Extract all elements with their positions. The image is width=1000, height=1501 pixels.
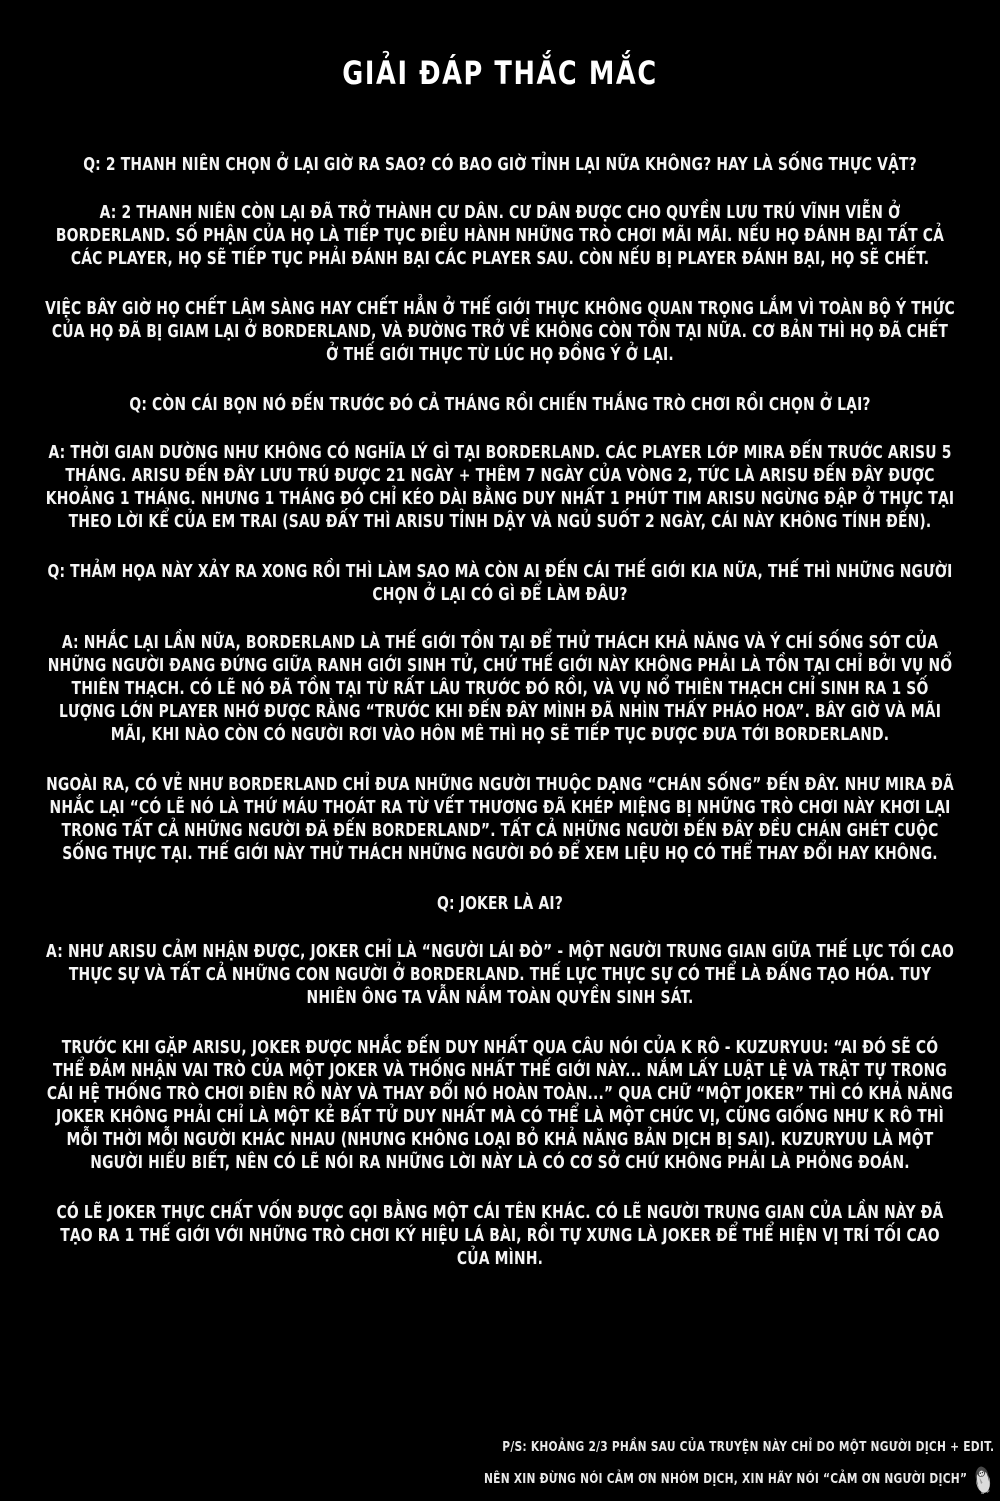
question-text: Q: CÒN CÁI BỌN NÓ ĐẾN TRƯỚC ĐÓ CẢ THÁNG RỒI CHIẾN THẮNG TRÒ CHƠI RỒI CHỌN Ở LẠI? (129, 395, 871, 416)
answer-paragraph: VIỆC BÂY GIỜ HỌ CHẾT LÂM SÀNG HAY CHẾT HẲN Ở THẾ GIỚI THỰC KHÔNG QUAN TRỌNG LẮM VÌ TOÀN BỘ Ý THỨC CỦA HỌ ĐÃ BỊ GIAM LẠI Ở BORDERLAND, VÀ ĐƯỜNG TRỞ VỀ KHÔNG CÒN TỒN TẠI NỮA. CƠ BẢN THÌ HỌ ĐÃ CHẾT Ở THẾ GIỚI THỰC TỪ LÚC HỌ ĐỒNG Ý Ở LẠI. (45, 299, 955, 366)
qa-block (44, 893, 956, 1271)
ps-line-2 (484, 1463, 994, 1495)
answer-paragraph: A: NHẮC LẠI LẦN NỮA, BORDERLAND LÀ THẾ GIỚI TỒN TẠI ĐỂ THỬ THÁCH KHẢ NĂNG VÀ Ý CHÍ SỐNG SÓT CỦA NHỮNG NGƯỜI ĐANG ĐỨNG GIỮA RANH GIỚI SINH TỬ, CHỨ THẾ GIỚI NÀY KHÔNG PHẢI LÀ TỒN TẠI CHỈ BỞI VỤ NỔ THIÊN THẠCH. CÓ LẼ NÓ ĐÃ TỒN TẠI TỪ RẤT LÂU TRƯỚC ĐÓ RỒI, VÀ VỤ NỔ THIÊN THẠCH CHỈ SINH RA 1 SỐ LƯỢNG LỚN PLAYER NHỚ ĐƯỢC RẰNG “TRƯỚC KHI ĐẾN ĐÂY MÌNH ĐÃ NHÌN THẤY PHÁO HOA”. BÂY GIỜ VÀ MÃI MÃI, KHI NÀO CÒN CÓ NGƯỜI RƠI VÀO HÔN MÊ THÌ HỌ SẼ TIẾP TỤC ĐƯỢC ĐƯA TỚI BORDERLAND. (47, 633, 953, 746)
answer-paragraph: A: 2 THANH NIÊN CÒN LẠI ĐÃ TRỞ THÀNH CƯ DÂN. CƯ DÂN ĐƯỢC CHO QUYỀN LƯU TRÚ VĨNH VIỄN Ở BORDERLAND. SỐ PHẬN CỦA HỌ LÀ TIẾP TỤC ĐIỀU HÀNH NHỮNG TRÒ CHƠI MÃI MÃI. NẾU HỌ ĐÁNH BẠI TẤT CẢ CÁC PLAYER, HỌ SẼ TIẾP TỤC PHẢI ĐÁNH BẠI CÁC PLAYER SAU. CÒN NẾU BỊ PLAYER ĐÁNH BẠI, HỌ SẼ CHẾT. (55, 203, 945, 270)
qa-block (44, 154, 956, 367)
answer-paragraph: A: THỜI GIAN DƯỜNG NHƯ KHÔNG CÓ NGHĨA LÝ GÌ TẠI BORDERLAND. CÁC PLAYER LỚP MIRA ĐẾN TRƯỚC ARISU 5 THÁNG. ARISU ĐẾN ĐÂY LƯU TRÚ ĐƯỢC 21 NGÀY + THÊM 7 NGÀY CỦA VÒNG 2, TỨC LÀ ARISU ĐẾN ĐÂY ĐƯỢC KHOẢNG 1 THÁNG. NHƯNG 1 THÁNG ĐÓ CHỈ KÉO DÀI BẰNG DUY NHẤT 1 PHÚT TIM ARISU NGỪNG ĐẬP Ở THỰC TẠI THEO LỜI KỂ CỦA EM TRAI (SAU ĐẤY THÌ ARISU TỈNH DẬY VÀ NGỦ SUỐT 2 NGÀY, CÁI NÀY KHÔNG TÍNH ĐẾN). (45, 443, 955, 533)
question-text: Q: 2 THANH NIÊN CHỌN Ở LẠI GIỜ RA SAO? CÓ BAO GIỜ TỈNH LẠI NỮA KHÔNG? HAY LÀ SỐNG THỰC VẬT? (83, 155, 917, 176)
question-text: Q: THẢM HỌA NÀY XẢY RA XONG RỒI THÌ LÀM SAO MÀ CÒN AI ĐẾN CÁI THẾ GIỚI KIA NỮA, THẾ THÌ NHỮNG NGƯỜI CHỌN Ở LẠI CÓ GÌ ĐỂ LÀM ĐÂU? (47, 562, 953, 606)
answer-paragraph: NGOÀI RA, CÓ VẺ NHƯ BORDERLAND CHỈ ĐƯA NHỮNG NGƯỜI THUỘC DẠNG “CHÁN SỐNG” ĐẾN ĐÂY. NHƯ MIRA ĐÃ NHẮC LẠI “CÓ LẼ NÓ LÀ THỨ MÁU THOÁT RA TỪ VẾT THƯƠNG ĐÃ KHÉP MIỆNG BỊ NHỮNG TRÒ CHƠI NÀY KHƠI LẠI TRONG TẤT CẢ NHỮNG NGƯỜI ĐÃ ĐẾN BORDERLAND”. TẤT CẢ NHỮNG NGƯỜI ĐẾN ĐÂY ĐỀU CHÁN GHÉT CUỘC SỐNG THỰC TẠI. THẾ GIỚI NÀY THỬ THÁCH NHỮNG NGƯỜI ĐÓ ĐỂ XEM LIỆU HỌ CÓ THỂ THAY ĐỔI HAY KHÔNG. (46, 775, 954, 865)
answer-paragraph: CÓ LẼ JOKER THỰC CHẤT VỐN ĐƯỢC GỌI BẰNG MỘT CÁI TÊN KHÁC. CÓ LẼ NGƯỜI TRUNG GIAN CỦA LẦN NÀY ĐÃ TẠO RA 1 THẾ GIỚI VỚI NHỮNG TRÒ CHƠI KÝ HIỆU LÁ BÀI, RỒI TỰ XƯNG LÀ JOKER ĐỂ THỂ HIỆN VỊ TRÍ TỐI CAO CỦA MÌNH. (56, 1203, 944, 1270)
answer-paragraph: TRƯỚC KHI GẶP ARISU, JOKER ĐƯỢC NHẮC ĐẾN DUY NHẤT QUA CÂU NÓI CỦA K RÔ - KUZURYUU: “AI ĐÓ SẼ CÓ THỂ ĐẢM NHẬN VAI TRÒ CỦA MỘT JOKER VÀ THỐNG NHẤT THẾ GIỚI NÀY... NẮM LẤY LUẬT LỆ VÀ TRẬT TỰ TRONG CÁI HỆ THỐNG TRÒ CHƠI ĐIÊN RỒ NÀY VÀ THAY ĐỔI NÓ HOÀN TOÀN...” QUA CHỮ “MỘT JOKER” THÌ CÓ KHẢ NĂNG JOKER KHÔNG PHẢI CHỈ LÀ MỘT KẺ BẤT TỬ DUY NHẤT MÀ CÓ THỂ LÀ MỘT CHỨC VỊ, CŨNG GIỐNG NHƯ K RÔ THÌ MỖI THỜI MỖI NGƯỜI KHÁC NHAU (NHƯNG KHÔNG LOẠI BỎ KHẢ NĂNG BẢN DỊCH BỊ SAI). KUZURYUU LÀ MỘT NGƯỜI HIỂU BIẾT, NÊN CÓ LẼ NÓI RA NHỮNG LỜI NÀY LÀ CÓ CƠ SỞ CHỨ KHÔNG PHẢI LÀ PHỎNG ĐOÁN. (46, 1038, 954, 1174)
ps-line-1: P/S: KHOẢNG 2/3 PHẦN SAU CỦA TRUYỆN NÀY CHỈ DO MỘT NGƯỜI DỊCH + EDIT. (502, 1440, 994, 1455)
ps-line-2-text: NÊN XIN ĐỪNG NÓI CẢM ƠN NHÓM DỊCH, XIN HÃY NÓI “CẢM ƠN NGƯỜI DỊCH” (483, 1472, 967, 1487)
penguin-icon (971, 1463, 994, 1495)
page-title: GIẢI ĐÁP THẮC MẮC (342, 54, 658, 92)
answer-paragraph: A: NHƯ ARISU CẢM NHẬN ĐƯỢC, JOKER CHỈ LÀ “NGƯỜI LÁI ĐÒ” - MỘT NGƯỜI TRUNG GIAN GIỮA THẾ LỰC TỐI CAO THỰC SỰ VÀ TẤT CẢ NHỮNG CON NGƯỜI Ở BORDERLAND. THẾ LỰC THỰC SỰ CÓ THỂ LÀ ĐẤNG TẠO HÓA. TUY NHIÊN ÔNG TA VẪN NẮM TOÀN QUYỀN SINH SÁT. (46, 942, 954, 1009)
qa-block (44, 561, 956, 866)
question-text: Q: JOKER LÀ AI? (437, 894, 563, 915)
translator-note (484, 1440, 994, 1497)
qa-block (44, 394, 956, 534)
faq-page-content (44, 0, 956, 1298)
